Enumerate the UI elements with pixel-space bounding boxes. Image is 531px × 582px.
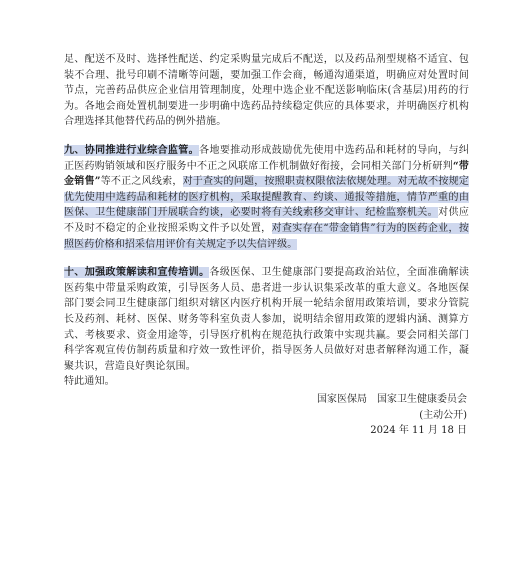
signature-block bbox=[317, 392, 467, 439]
document-body bbox=[64, 52, 469, 390]
section-9-text-part2: “带金销售” bbox=[64, 160, 469, 188]
section-10-heading: 十、加强政策解读和宣传培训。 bbox=[64, 267, 210, 279]
section-9-highlight-1: 对于查实的问题，按照职责权限依法依规处理。对无故不按规定优先使用中选药品和耗材的医疗机构，采取提醒教育、约谈、通报等措施，情节严重的由医保、卫生健康部门开展联合约谈，必要时将有关线索移交审计、纪检监察机关。 bbox=[64, 176, 470, 219]
section-10-paragraph bbox=[64, 265, 469, 374]
paragraph-gap bbox=[64, 130, 469, 143]
paragraph-text: 足、配送不及时、选择性配送、约定采购量完成后不配送，以及药品剂型规格不适宜、包装不合理、批号印刷不清晰等问题，要加强工作会商，畅通沟通渠道，明确应对处置时间节点，完善药品供应企业信用管理制度，处理中选企业不配送影响临床(含基层)用药的行为。各地会商处置机制要进一步明确中选药品持续稳定供应的具体要求，并明确医疗机构合理选择其他替代药品的例外措施。 bbox=[64, 54, 469, 128]
section-9-highlight-2: 对查实存在“带金销售”行为的医药企业，按照医药价格和招采信用评价有关规定予以失信评级。 bbox=[64, 222, 469, 250]
issuing-agencies: 国家医保局 国家卫生健康委员会 bbox=[317, 394, 467, 405]
section-9-text-part3: 等不正之风线索， bbox=[100, 176, 183, 188]
section-9-text-part1: 各地要推动形成鼓励优先使用中选药品和耗材的导向，与纠正医药购销领域和医疗服务中不正之风联席工作机制做好衔接，会同相关部门分析研判 bbox=[64, 144, 469, 172]
section-9-heading: 九、协同推进行业综合监管。 bbox=[64, 144, 200, 156]
section-9-text-part5: 对供应不及时不稳定的企业按照采购文件予以处置， bbox=[64, 207, 469, 234]
paragraph-gap bbox=[64, 252, 469, 265]
section-9-paragraph bbox=[64, 143, 469, 252]
disclosure-status: (主动公开) bbox=[419, 409, 467, 421]
paragraph-continued bbox=[64, 52, 469, 130]
issue-date: 2024 年 11 月 18 日 bbox=[370, 425, 467, 436]
section-10-text: 各级医保、卫生健康部门要提高政治站位，全面准确解读医药集中带量采购政策，引导医务人员、患者进一步认识集采改革的重大意义。各地医保部门要会同卫生健康部门组织对辖区内医疗机构开展一轮结余留用政策培训，要求分管院长及药剂、耗材、医保、财务等科室负责人参加，说明结余留用政策的逻辑内涵、测算方式、考核要求、资金用途等，引导医疗机构在规范执行政策中实现共赢。要会同相关部门科学客观宣传仿制药质量和疗效一致性评价，指导医务人员做好对患者解释沟通工作，凝聚共识，营造良好舆论氛围。 bbox=[64, 267, 469, 372]
closing-line: 特此通知。 bbox=[64, 376, 115, 388]
